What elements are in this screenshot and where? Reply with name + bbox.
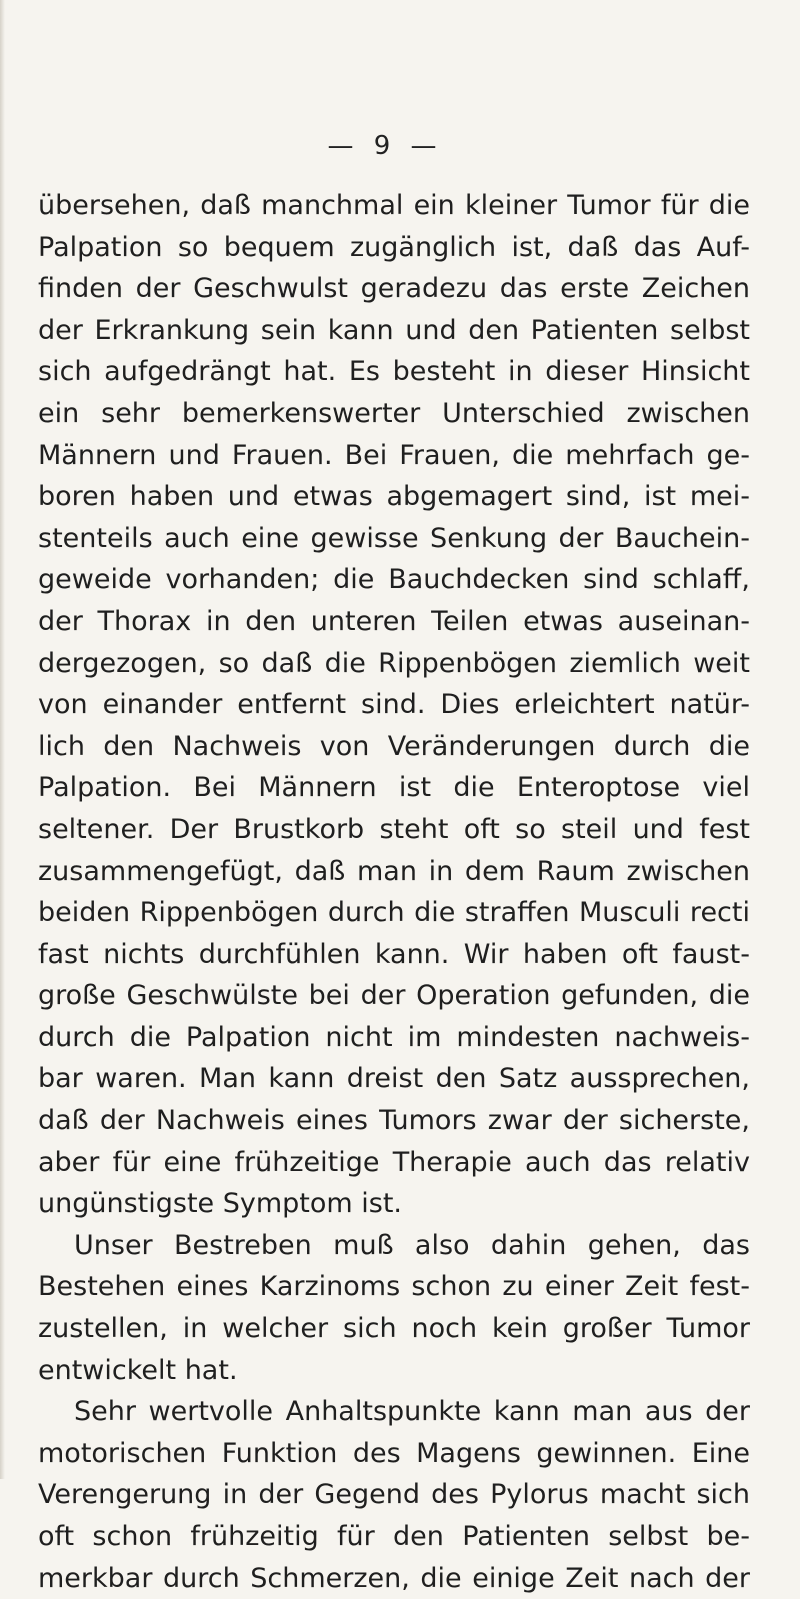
text-line: bar waren. Man kann dreist den Satz aussprechen,: [38, 1063, 750, 1095]
text-line: fast nichts durchfühlen kann. Wir haben oft faust-: [38, 938, 750, 970]
text-line: zusammengefügt, daß man in dem Raum zwischen: [38, 855, 750, 887]
text-line: Bestehen eines Karzinoms schon zu einer Zeit fest-: [38, 1271, 750, 1303]
text-line: sich aufgedrängt hat. Es besteht in dieser Hinsicht: [38, 356, 750, 388]
text-line: Sehr wertvolle Anhaltspunkte kann man aus der: [74, 1396, 750, 1428]
text-line: Männern und Frauen. Bei Frauen, die mehrfach ge-: [38, 439, 750, 471]
text-line: der Thorax in den unteren Teilen etwas auseinan-: [38, 605, 750, 637]
text-line: ein sehr bemerkenswerter Unterschied zwischen: [38, 397, 750, 429]
text-line: durch die Palpation nicht im mindesten nachweis-: [38, 1021, 750, 1053]
text-line: stenteils auch eine gewisse Senkung der Bauchein-: [38, 522, 750, 554]
text-line: motorischen Funktion des Magens gewinnen. Eine: [38, 1437, 750, 1469]
text-line: seltener. Der Brustkorb steht oft so steil und fest: [38, 813, 750, 845]
text-line: geweide vorhanden; die Bauchdecken sind schlaff,: [38, 564, 750, 596]
text-line: daß der Nachweis eines Tumors zwar der sicherste,: [38, 1105, 750, 1137]
page-edge-shadow: [0, 0, 5, 1479]
text-line: dergezogen, so daß die Rippenbögen ziemlich weit: [38, 647, 750, 679]
text-line: entwickelt hat.: [38, 1354, 238, 1386]
text-line: ungünstigste Symptom ist.: [38, 1188, 403, 1220]
text-line: große Geschwülste bei der Operation gefunden, die: [38, 980, 750, 1012]
text-line: von einander entfernt sind. Dies erleichtert natür-: [38, 689, 750, 721]
text-line: beiden Rippenbögen durch die straffen Musculi recti: [38, 897, 750, 929]
text-line: übersehen, daß manchmal ein kleiner Tumor für die: [38, 190, 750, 221]
text-line: boren haben und etwas abgemagert sind, ist mei-: [38, 481, 750, 513]
text-line: merkbar durch Schmerzen, die einige Zeit nach der: [38, 1562, 750, 1594]
body-text: [38, 185, 750, 1599]
text-line: lich den Nachweis von Veränderungen durch die: [38, 730, 750, 762]
text-line: Palpation so bequem zugänglich ist, daß das Auf-: [38, 231, 750, 263]
text-line: oft schon frühzeitig für den Patienten selbst be-: [38, 1521, 750, 1552]
page-number: — 9 —: [327, 131, 443, 161]
text-line: Unser Bestreben muß also dahin gehen, das: [74, 1229, 750, 1261]
text-line: zustellen, in welcher sich noch kein großer Tumor: [38, 1313, 750, 1345]
text-line: Verengerung in der Gegend des Pylorus macht sich: [38, 1479, 750, 1511]
text-line: der Erkrankung sein kann und den Patienten selbst: [38, 314, 750, 346]
text-line: aber für eine frühzeitige Therapie auch das relativ: [38, 1146, 750, 1178]
text-line: Palpation. Bei Männern ist die Enteroptose viel: [38, 772, 750, 804]
text-line: finden der Geschwulst geradezu das erste Zeichen: [38, 273, 750, 305]
